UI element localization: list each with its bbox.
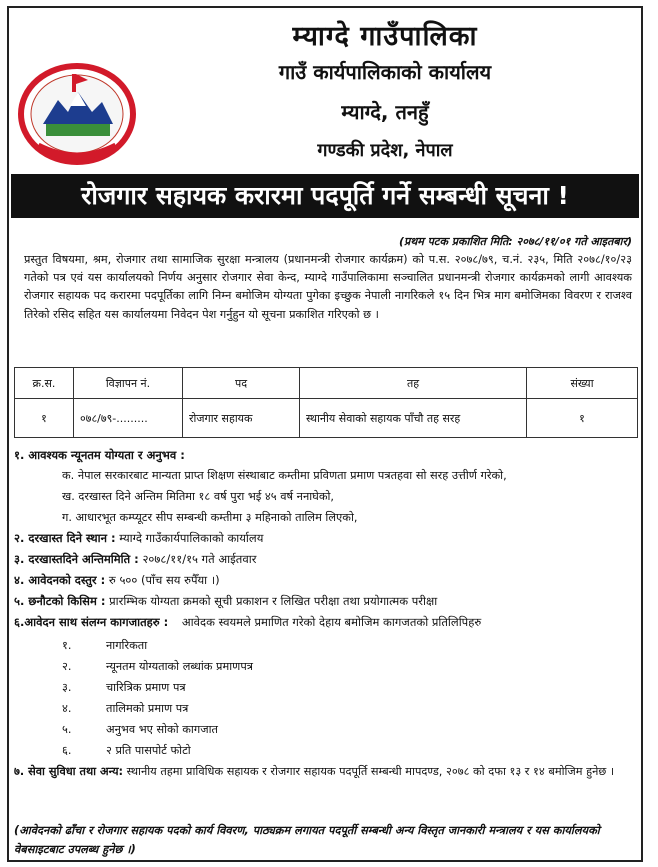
doc-item: २ प्रति पासपोर्ट फोटो	[106, 744, 191, 757]
publish-date: (प्रथम पटक प्रकाशित मिति: २०७८/११/०१ गते आइतबार)	[398, 235, 632, 248]
doc-item: तालिमको प्रमाण पत्र	[106, 702, 189, 715]
col-header-ad-no: विज्ञापन नं.	[74, 368, 183, 399]
doc-number: ३.	[62, 681, 72, 694]
section-2-title: २. दरखास्त दिने स्थान :	[14, 531, 116, 545]
cell-sn: १	[15, 399, 74, 438]
doc-number: २.	[62, 660, 72, 673]
intro-paragraph: प्रस्तुत विषयमा, श्रम, रोजगार तथा सामाजिक सुरक्षा मन्त्रालय (प्रधानमन्त्री रोजगार कार्यक्रम) को प.स. २०७८/७९, च.नं. २३५, मिति २०७८/१०/२३ गतेको पत्र एवं यस कार्यालयको निर्णय अनुसार रोजगार सेवा केन्द, म्याग्दे गाउँपालिकामा सञ्चालित प्रधानमन्त्री रोजगार कार्यक्रमको लागी आवश्यक रोजगार सहायक पद करारमा पदपूर्तिका लागि निम्न बमोजिम योग्यता पुगेका इच्छुक नेपाली नागरिकले १५ दिन भित्र माग बमोजिमका विवरण र राजश्व तिरेको रसिद सहित यस कार्यालयमा निवेदन पेश गर्नुहुन यो सूचना प्रकाशित गरिएको छ ।	[24, 253, 632, 321]
cell-count: १	[527, 399, 638, 438]
section-4	[14, 573, 220, 588]
section-5	[14, 594, 437, 609]
doc-item: नागरिकता	[106, 639, 148, 652]
doc-item: न्यूनतम योग्यताको लब्धांक प्रमाणपत्र	[106, 660, 253, 673]
section-2	[14, 531, 263, 546]
vacancy-table	[14, 367, 638, 438]
section-4-text: रु ५०० (पाँच सय रुपैँया ।)	[108, 573, 220, 587]
table-row	[15, 399, 638, 438]
section-6-title: ६.आवेदन साथ संलग्न कागजातहरु :	[14, 615, 169, 629]
section-7-title: ७. सेवा सुविधा तथा अन्य:	[14, 765, 124, 778]
qualification-item: ख. दरखास्त दिने अन्तिम मितिमा १८ वर्ष पुरा भई ४५ वर्ष ननाघेको,	[62, 490, 335, 503]
section-3-text: २०७८/११/१५ गते आईतवार	[142, 552, 257, 566]
doc-number: ४.	[62, 702, 72, 715]
col-header-post: पद	[183, 368, 300, 399]
section-6	[14, 615, 481, 630]
doc-number: ६.	[62, 744, 72, 757]
table-header-row	[15, 368, 638, 399]
qualification-item: क. नेपाल सरकारबाट मान्यता प्राप्त शिक्षण संस्थाबाट कम्तीमा प्रविणता प्रमाण पत्रतहवा सो सरह उत्तीर्ण गरेको,	[62, 469, 507, 482]
cell-level: स्थानीय सेवाको सहायक पाँचौ तह सरह	[300, 399, 527, 438]
cell-ad-no: ०७८/७९-.........	[74, 399, 183, 438]
doc-number: ५.	[62, 723, 72, 736]
org-name: म्याग्दे गाउँपालिका	[292, 21, 478, 52]
section-1-title: १. आवश्यक न्यूनतम योग्यता र अनुभव :	[14, 448, 185, 462]
doc-item: चारित्रिक प्रमाण पत्र	[106, 681, 186, 694]
section-4-title: ४. आवेदनको दस्तुर :	[14, 573, 106, 587]
section-7-text: स्थानीय तहमा प्राविधिक सहायक र रोजगार सहायक पदपूर्ति सम्बन्धी मापदण्ड, २०७८ को दफा १३ र १४ बमोजिम हुनेछ ।	[126, 765, 615, 778]
office-location: म्याग्दे, तनहुँ	[341, 100, 429, 124]
doc-item: अनुभव भए सोको कागजात	[106, 723, 218, 736]
notice-title-banner: रोजगार सहायक करारमा पदपूर्ति गर्ने सम्बन्धी सूचना !	[11, 174, 639, 218]
section-7	[14, 762, 634, 781]
emblem-icon	[18, 62, 136, 167]
section-3	[14, 552, 256, 567]
col-header-level: तह	[300, 368, 527, 399]
footer-note: (आवेदनको ढाँचा र रोजगार सहायक पदको कार्य विवरण, पाठ्यक्रम लगायत पदपूर्ती सम्बन्धी अन्य विस्तृत जानकारी मन्त्रालय र यस कार्यालयको वेबसाइटबाट उपलब्ध हुनेछ ।)	[14, 824, 600, 856]
section-2-text: म्याग्दे गाउँकार्यपालिकाको कार्यालय	[119, 531, 264, 545]
col-header-sn: क्र.स.	[15, 368, 74, 399]
col-header-count: संख्या	[527, 368, 638, 399]
section-6-text: आवेदक स्वयमले प्रमाणित गरेको देहाय बमोजिम कागजतको प्रतिलिपिहरु	[181, 615, 482, 629]
province-name: गण्डकी प्रदेश, नेपाल	[317, 140, 453, 161]
section-5-title: ५. छनौटको किसिम :	[14, 594, 106, 608]
section-5-text: प्रारम्भिक योग्यता क्रमको सूची प्रकाशन र लिखित परीक्षा तथा प्रयोगात्मक परीक्षा	[109, 594, 438, 608]
office-name: गाउँ कार्यपालिकाको कार्यालय	[278, 60, 492, 84]
qualification-item: ग. आधारभूत कम्प्यूटर सीप सम्बन्धी कम्तीमा ३ महिनाको तालिम लिएको,	[62, 511, 358, 524]
section-3-title: ३. दरखास्तदिने अन्तिममिति :	[14, 552, 139, 566]
doc-number: १.	[62, 639, 72, 652]
cell-post: रोजगार सहायक	[183, 399, 300, 438]
